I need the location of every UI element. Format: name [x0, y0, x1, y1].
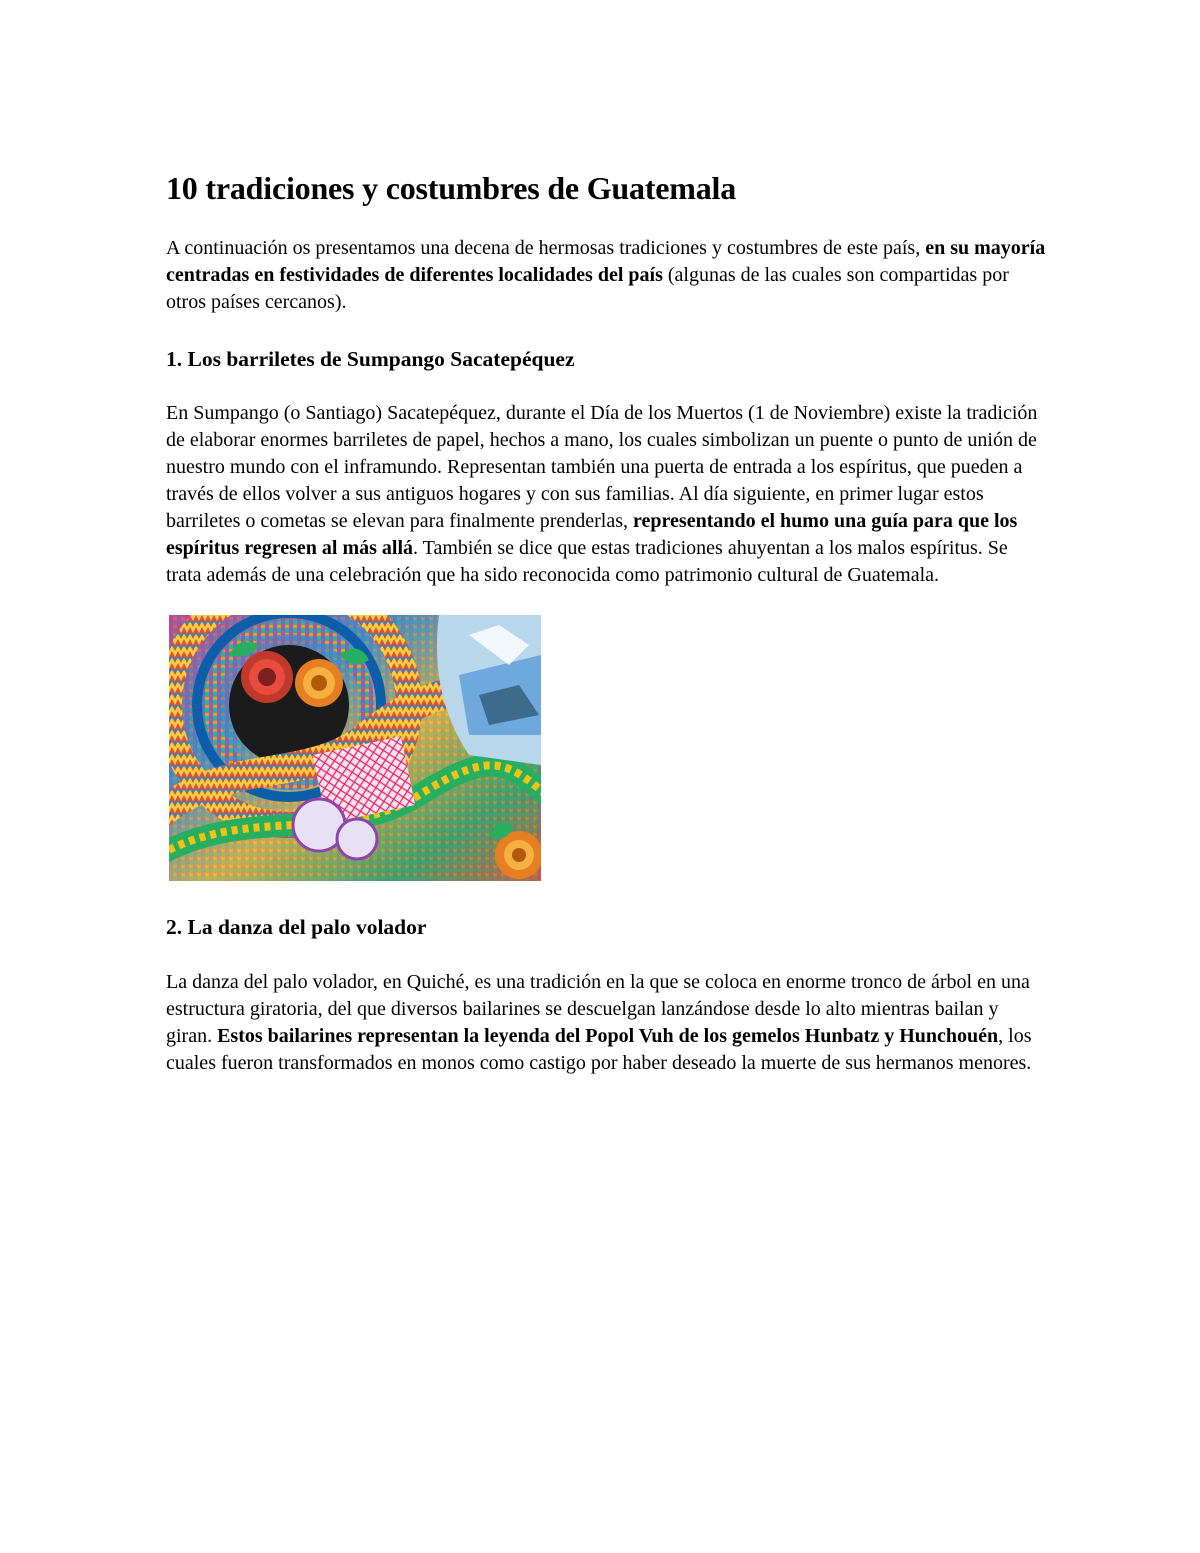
section-1-paragraph	[166, 400, 1046, 589]
intro-paragraph	[166, 235, 1046, 316]
section-1-text-end: . También se dice que estas tradiciones ahuyentan a los malos espíritus. Se trata además de una celebración que ha sido reconocida como patrimonio cultural de Guatemala.	[166, 537, 1008, 586]
section-2-text-start: La danza del palo volador, en Quiché, es una tradición en la que se coloca en enorme tronco de árbol en una estructura giratoria, del que diversos bailarines se descuelgan lanzándose desde lo alto mientras bailan y giran.	[166, 971, 1030, 1047]
document-page	[166, 168, 1046, 1077]
section-2-text-end: , los cuales fueron transformados en monos como castigo por haber deseado la muerte de sus hermanos menores.	[166, 1025, 1032, 1074]
section-1-heading: 1. Los barriletes de Sumpango Sacatepéquez	[166, 347, 575, 371]
section-2-bold-text: Estos bailarines representan la leyenda del Popol Vuh de los gemelos Hunbatz y Hunchouén	[217, 1025, 999, 1047]
section-2-heading: 2. La danza del palo volador	[166, 915, 427, 939]
rose-orange	[295, 659, 343, 707]
kite-artwork	[169, 615, 541, 881]
page-title: 10 tradiciones y costumbres de Guatemala	[166, 170, 737, 206]
section-1-text-start: En Sumpango (o Santiago) Sacatepéquez, durante el Día de los Muertos (1 de Noviembre) existe la tradición de elaborar enormes barriletes de papel, hechos a mano, los cuales simbolizan un puente o punto de unión de nuestro mundo con el inframundo. Representan también una puerta de entrada a los espíritus, que pueden a través de ellos volver a sus antiguos hogares y con sus familias. Al día siguiente, en primer lugar estos barriletes o cometas se elevan para finalmente prenderlas,	[166, 402, 1038, 532]
section-2-paragraph	[166, 969, 1046, 1077]
rose-red	[241, 651, 293, 703]
intro-bold-text: en su mayoría centradas en festividades de diferentes localidades del país	[166, 237, 1046, 286]
intro-text-start: A continuación os presentamos una decena de hermosas tradiciones y costumbres de este país,	[166, 237, 926, 259]
intro-text-end: (algunas de las cuales son compartidas por otros países cercanos).	[166, 264, 1009, 313]
section-1-bold-text: representando el humo una guía para que los espíritus regresen al más allá	[166, 510, 1018, 559]
barrilete-kite-image	[169, 615, 541, 881]
